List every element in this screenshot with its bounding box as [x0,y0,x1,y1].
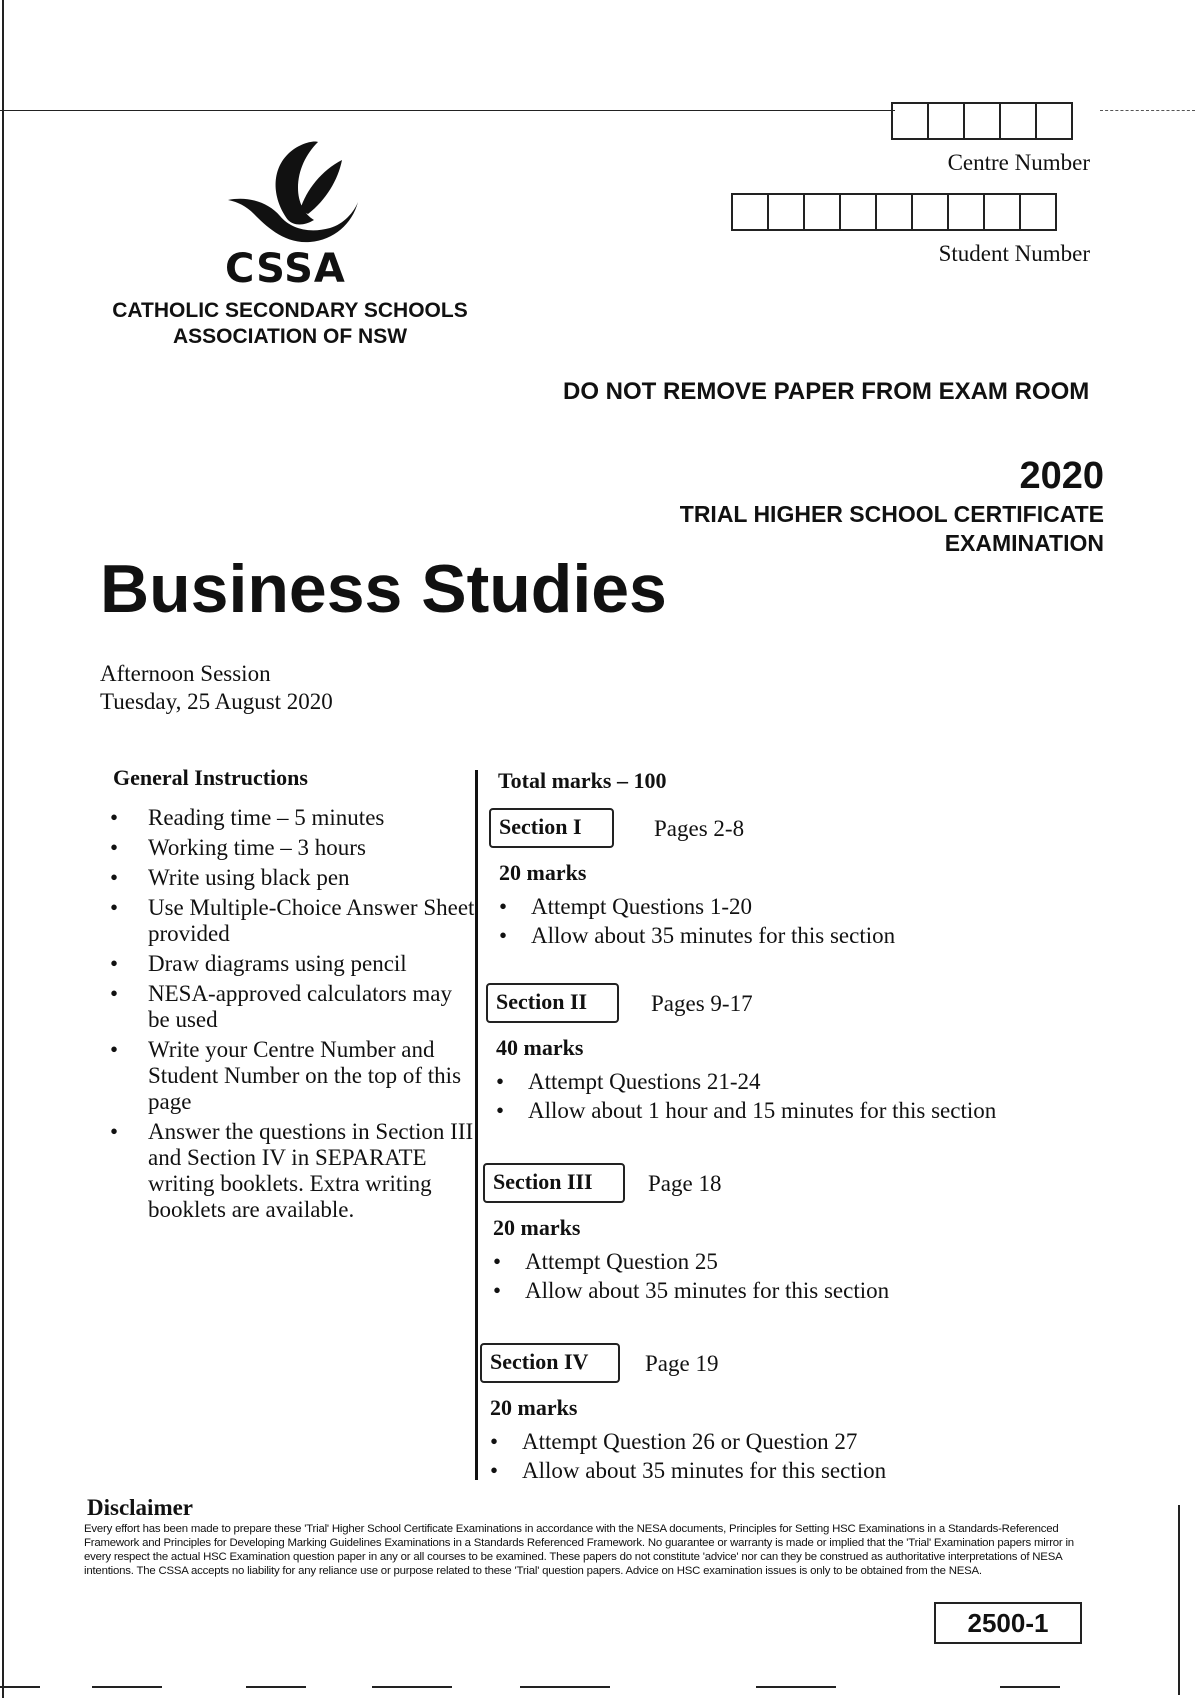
logo-org-line1: CATHOLIC SECONDARY SCHOOLS [112,299,468,322]
section-marks: 20 marks [499,860,587,885]
digit-box[interactable] [927,102,965,140]
section-bullet: • Allow about 35 minutes for this section [499,921,895,950]
column-divider [475,770,478,1480]
student-number-boxes[interactable] [733,193,1057,231]
section-pages: Pages 2-8 [654,816,745,841]
subject-title: Business Studies [100,551,667,627]
section-bullets [489,892,895,950]
digit-box[interactable] [963,102,1001,140]
general-instructions-list [108,805,478,1227]
digit-box[interactable] [891,102,929,140]
section-bullet: • Attempt Question 25 [493,1247,889,1276]
section-bullet: • Attempt Questions 21-24 [496,1067,996,1096]
section-4 [480,1343,886,1485]
digit-box[interactable] [731,193,769,231]
total-marks: Total marks – 100 [498,768,667,793]
section-2 [486,983,996,1125]
digit-box[interactable] [999,102,1037,140]
section-marks: 40 marks [496,1035,584,1060]
instruction-item: • Use Multiple-Choice Answer Sheet provided [108,895,478,947]
digit-box[interactable] [983,193,1021,231]
section-bullet: • Attempt Questions 1-20 [499,892,895,921]
centre-number-boxes[interactable] [893,102,1073,140]
disclaimer-text: Every effort has been made to prepare these 'Trial' Higher School Certificate Examinations in accordance with the NESA documents, Principles for Setting HSC Examinations in a Standards-Referenced Framework and Principles for Developing Marking Guidelines Examinations in a Standards Referenced Framework. No guarantee or warranty is made or implied that the 'Trial' Examination papers mirror in every respect the actual HSC Examination question paper in any or all courses to be examined. These papers do not constitute 'advice' nor can they be construed as authoritative interpretations of NESA intentions. The CSSA accepts no liability for any reliance use or purpose related to these 'Trial' question papers. Advice on HSC examination issues is only to be obtained from the NESA. [84,1523,1074,1577]
instruction-item: • Reading time – 5 minutes [108,805,478,831]
logo-org-line2: ASSOCIATION OF NSW [172,325,408,348]
centre-number-label: Centre Number [947,150,1090,175]
bottom-rule [0,1686,40,1688]
digit-box[interactable] [803,193,841,231]
section-pages: Page 19 [645,1351,719,1376]
session-name: Afternoon Session [100,661,271,686]
logo-acronym: CSSA [225,246,346,292]
section-3 [483,1163,889,1305]
bottom-rule [1000,1686,1060,1688]
exam-title-line1: TRIAL HIGHER SCHOOL CERTIFICATE [679,501,1104,527]
digit-box[interactable] [911,193,949,231]
instruction-item: • NESA-approved calculators may be used [108,981,478,1033]
instruction-item: • Answer the questions in Section III and Section IV in SEPARATE writing booklets. Extra writing booklets are available. [108,1119,478,1223]
section-pages: Page 18 [648,1171,722,1196]
section-marks: 20 marks [490,1395,578,1420]
instruction-item: • Draw diagrams using pencil [108,951,478,977]
session-date: Tuesday, 25 August 2020 [100,689,333,714]
top-rule-dashed [1100,110,1195,111]
section-bullets [486,1067,996,1125]
instruction-item: • Write using black pen [108,865,478,891]
section-label: Section IV [480,1343,620,1383]
top-rule [0,110,895,111]
scan-left-edge [2,0,4,1698]
exam-title [680,500,1104,558]
instruction-item: • Write your Centre Number and Student Number on the top of this page [108,1037,478,1115]
logo-organisation-name [90,298,490,350]
section-1 [489,808,895,950]
session-info [100,660,333,716]
bottom-rule [246,1686,306,1688]
general-instructions-heading: General Instructions [113,765,308,790]
section-bullet: • Attempt Question 26 or Question 27 [490,1427,886,1456]
exam-title-line2: EXAMINATION [944,530,1104,556]
section-label: Section III [483,1163,625,1203]
scan-right-edge [1178,1505,1180,1695]
exam-room-notice: DO NOT REMOVE PAPER FROM EXAM ROOM [563,378,1090,405]
section-label: Section I [489,808,614,848]
bottom-rule [372,1686,452,1688]
exam-year: 2020 [1019,455,1104,497]
disclaimer-heading: Disclaimer [87,1495,194,1520]
section-label: Section II [486,983,619,1023]
section-pages: Pages 9-17 [651,991,753,1016]
section-bullets [483,1247,889,1305]
section-marks: 20 marks [493,1215,581,1240]
digit-box[interactable] [875,193,913,231]
bottom-rule [756,1686,836,1688]
instruction-item: • Working time – 3 hours [108,835,478,861]
student-number-label: Student Number [938,241,1090,266]
digit-box[interactable] [1019,193,1057,231]
paper-code-box: 2500-1 [934,1602,1082,1644]
digit-box[interactable] [1035,102,1073,140]
cssa-leaf-logo-icon [218,140,368,245]
digit-box[interactable] [767,193,805,231]
bottom-rule [92,1686,162,1688]
digit-box[interactable] [839,193,877,231]
digit-box[interactable] [947,193,985,231]
section-bullet: • Allow about 35 minutes for this section [493,1276,889,1305]
section-bullet: • Allow about 35 minutes for this section [490,1456,886,1485]
bottom-rule [520,1686,610,1688]
section-bullet: • Allow about 1 hour and 15 minutes for this section [496,1096,996,1125]
section-bullets [480,1427,886,1485]
